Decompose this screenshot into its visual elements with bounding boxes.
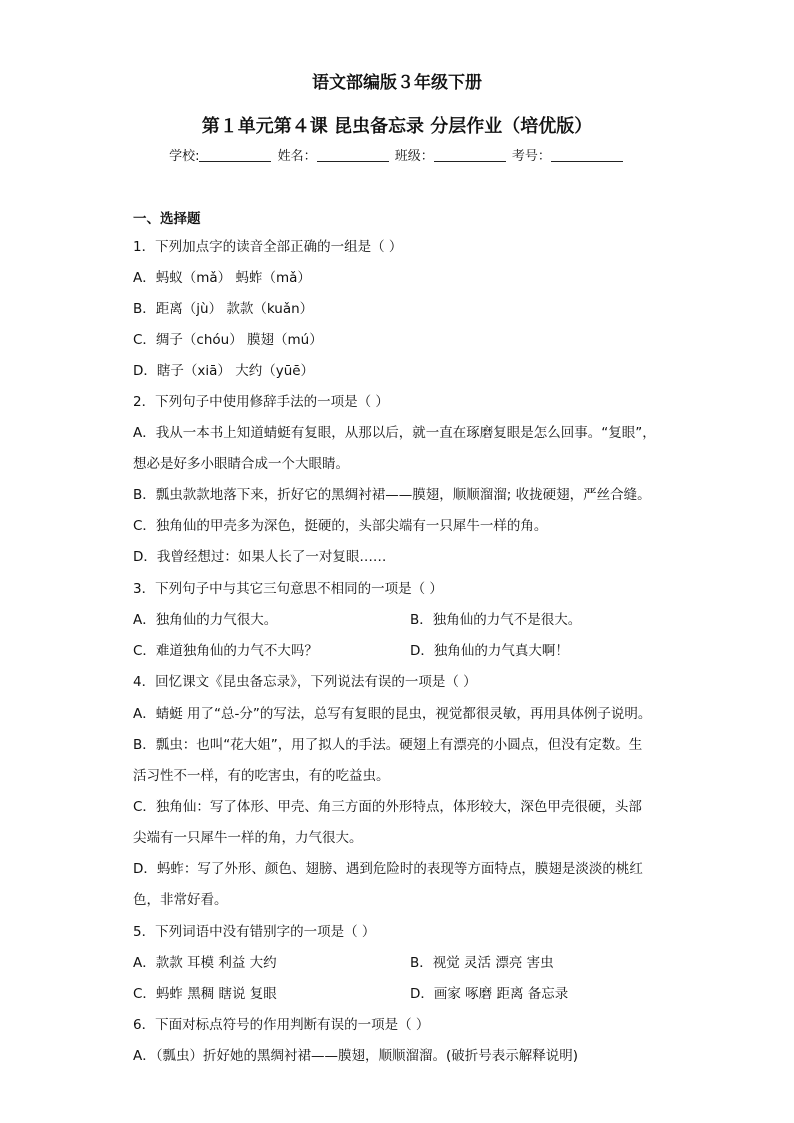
school-blank[interactable]	[199, 149, 271, 162]
q4-option-d-cont: 色，非常好看。	[133, 892, 228, 908]
q5-row1	[133, 951, 554, 971]
class-label: 班级：	[394, 149, 434, 164]
q4-option-d: D．蚂蚱：写了外形、颜色、翅膀、遇到危险时的表现等方面特点，膜翅是淡淡的桃红	[133, 861, 643, 877]
document-title: 语文部编版３年级下册	[312, 73, 482, 93]
q3-option-a: A．独角仙的力气很大。	[133, 612, 278, 628]
q1-option-b: B．距离（jù） 款款（kuǎn）	[133, 301, 314, 317]
section-heading: 一、选择题	[133, 211, 201, 227]
q3-option-d: D．独角仙的力气真大啊！	[410, 643, 569, 659]
q2-option-a-cont: 想必是好多小眼睛合成一个大眼睛。	[133, 456, 349, 472]
q6-stem: 6．下面对标点符号的作用判断有误的一项是（ ）	[133, 1017, 430, 1033]
name-blank[interactable]	[317, 149, 389, 162]
q2-option-d: D．我曾经想过：如果人长了一对复眼……	[133, 549, 387, 565]
number-label: 考号：	[511, 149, 551, 164]
document-subtitle: 第１单元第４课 昆虫备忘录 分层作业（培优版）	[201, 116, 593, 137]
q2-stem: 2．下列句子中使用修辞手法的一项是（ ）	[133, 394, 389, 410]
q5-option-b: B．视觉 灵活 漂亮 害虫	[410, 955, 554, 971]
q5-option-c: C．蚂蚱 黑稠 瞎说 复眼	[133, 986, 277, 1002]
q6-option-a: A．（瓢虫）折好她的黑绸衬裙——膜翅，顺顺溜溜。(破折号表示解释说明)	[133, 1048, 579, 1064]
q5-option-a: A．款款 耳模 利益 大约	[133, 955, 277, 971]
student-info-row	[0, 145, 794, 164]
q4-stem: 4．回忆课文《昆虫备忘录》，下列说法有误的一项是（ ）	[133, 674, 477, 690]
q4-option-b: B．瓢虫：也叫“花大姐”，用了拟人的手法。硬翅上有漂亮的小圆点，但没有定数。生	[133, 737, 643, 753]
q1-option-d: D．瞎子（xiā） 大约（yūē）	[133, 363, 315, 379]
q5-row2	[133, 982, 569, 1002]
q2-option-a: A．我从一本书上知道蜻蜓有复眼，从那以后，就一直在琢磨复眼是怎么回事。“复眼”，	[133, 425, 656, 441]
number-blank[interactable]	[551, 149, 623, 162]
q5-stem: 5．下列词语中没有错别字的一项是（ ）	[133, 924, 376, 940]
school-label: 学校:	[169, 149, 200, 164]
q2-option-c: C．独角仙的甲壳多为深色，挺硬的，头部尖端有一只犀牛一样的角。	[133, 518, 548, 534]
q3-option-c: C．难道独角仙的力气不大吗？	[133, 643, 318, 659]
q1-option-c: C．绸子（chóu） 膜翅（mú）	[133, 332, 323, 348]
q4-option-c-cont: 尖端有一只犀牛一样的角，力气很大。	[133, 830, 363, 846]
class-blank[interactable]	[434, 149, 506, 162]
q3-row2	[133, 639, 569, 659]
q2-option-b: B．瓢虫款款地落下来，折好它的黑绸衬裙——膜翅，顺顺溜溜; 收拢硬翅，严丝合缝。	[133, 487, 651, 503]
q1-stem: 1．下列加点字的读音全部正确的一组是（ ）	[133, 239, 403, 255]
q4-option-b-cont: 活习性不一样，有的吃害虫，有的吃益虫。	[133, 768, 390, 784]
q3-row1	[133, 608, 582, 628]
q3-option-b: B．独角仙的力气不是很大。	[410, 612, 582, 628]
q5-option-d: D．画家 啄磨 距离 备忘录	[410, 986, 569, 1002]
name-label: 姓名：	[277, 149, 317, 164]
q4-option-a: A．蜻蜓 用了“总-分”的写法，总写有复眼的昆虫，视觉都很灵敏，再用具体例子说明。	[133, 706, 652, 722]
q3-stem: 3．下列句子中与其它三句意思不相同的一项是（ ）	[133, 581, 443, 597]
q4-option-c: C．独角仙：写了体形、甲壳、角三方面的外形特点，体形较大，深色甲壳很硬，头部	[133, 799, 642, 815]
q1-option-a: A．蚂蚁（mǎ） 蚂蚱（mǎ）	[133, 270, 311, 286]
